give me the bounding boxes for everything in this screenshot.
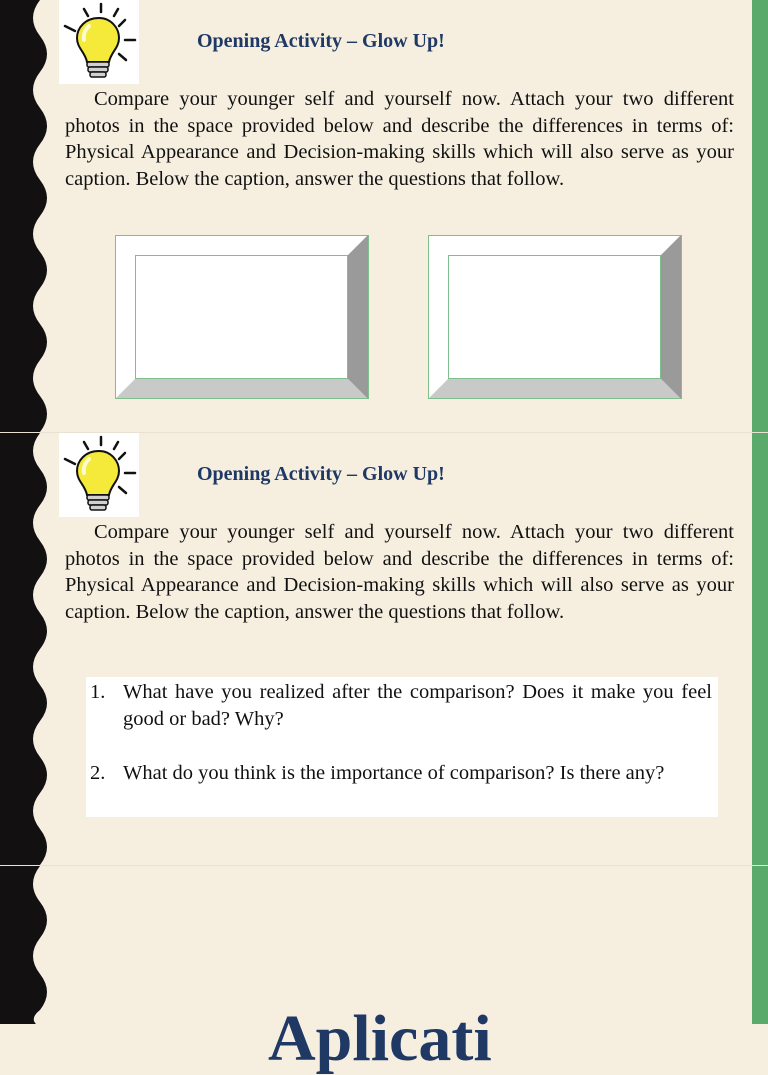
instruction-paragraph: Compare your younger self and yourself now. Attach your two different photos in the space provided below and describe the differences in terms of: Physical Appearance and Decision-making skills which will also serve as your caption. Below the caption, answer the questions that follow. — [65, 88, 734, 190]
lightbulb-icon — [59, 433, 139, 517]
question-text: What have you realized after the comparison? Does it make you feel good or bad? Why? — [123, 681, 712, 730]
question-text: What do you think is the importance of comparison? Is there any? — [123, 762, 665, 784]
section-heading: Aplicati — [268, 1002, 492, 1075]
question-list — [86, 679, 712, 787]
slide-2 — [0, 433, 768, 865]
wavy-left-edge — [0, 433, 50, 865]
green-side-stripe — [750, 433, 768, 865]
question-number: 2. — [90, 762, 106, 784]
wavy-left-edge — [0, 866, 50, 1024]
slide-title: Opening Activity – Glow Up! — [197, 463, 445, 485]
green-side-stripe — [750, 866, 768, 1024]
slide-3 — [0, 866, 768, 1075]
photo-frame-2 — [428, 235, 682, 399]
question-number: 1. — [90, 681, 106, 703]
question-item — [86, 679, 712, 733]
questions-box — [86, 677, 718, 817]
photo-frame-1 — [115, 235, 369, 399]
slide-1 — [0, 0, 768, 432]
wavy-left-edge — [0, 0, 50, 432]
slide-title: Opening Activity – Glow Up! — [197, 30, 445, 52]
instruction-paragraph: Compare your younger self and yourself now. Attach your two different photos in the space provided below and describe the differences in terms of: Physical Appearance and Decision-making skills which will also serve as your caption. Below the caption, answer the questions that follow. — [65, 521, 734, 623]
green-side-stripe — [750, 0, 768, 432]
question-item — [86, 760, 712, 787]
lightbulb-icon — [59, 0, 139, 84]
